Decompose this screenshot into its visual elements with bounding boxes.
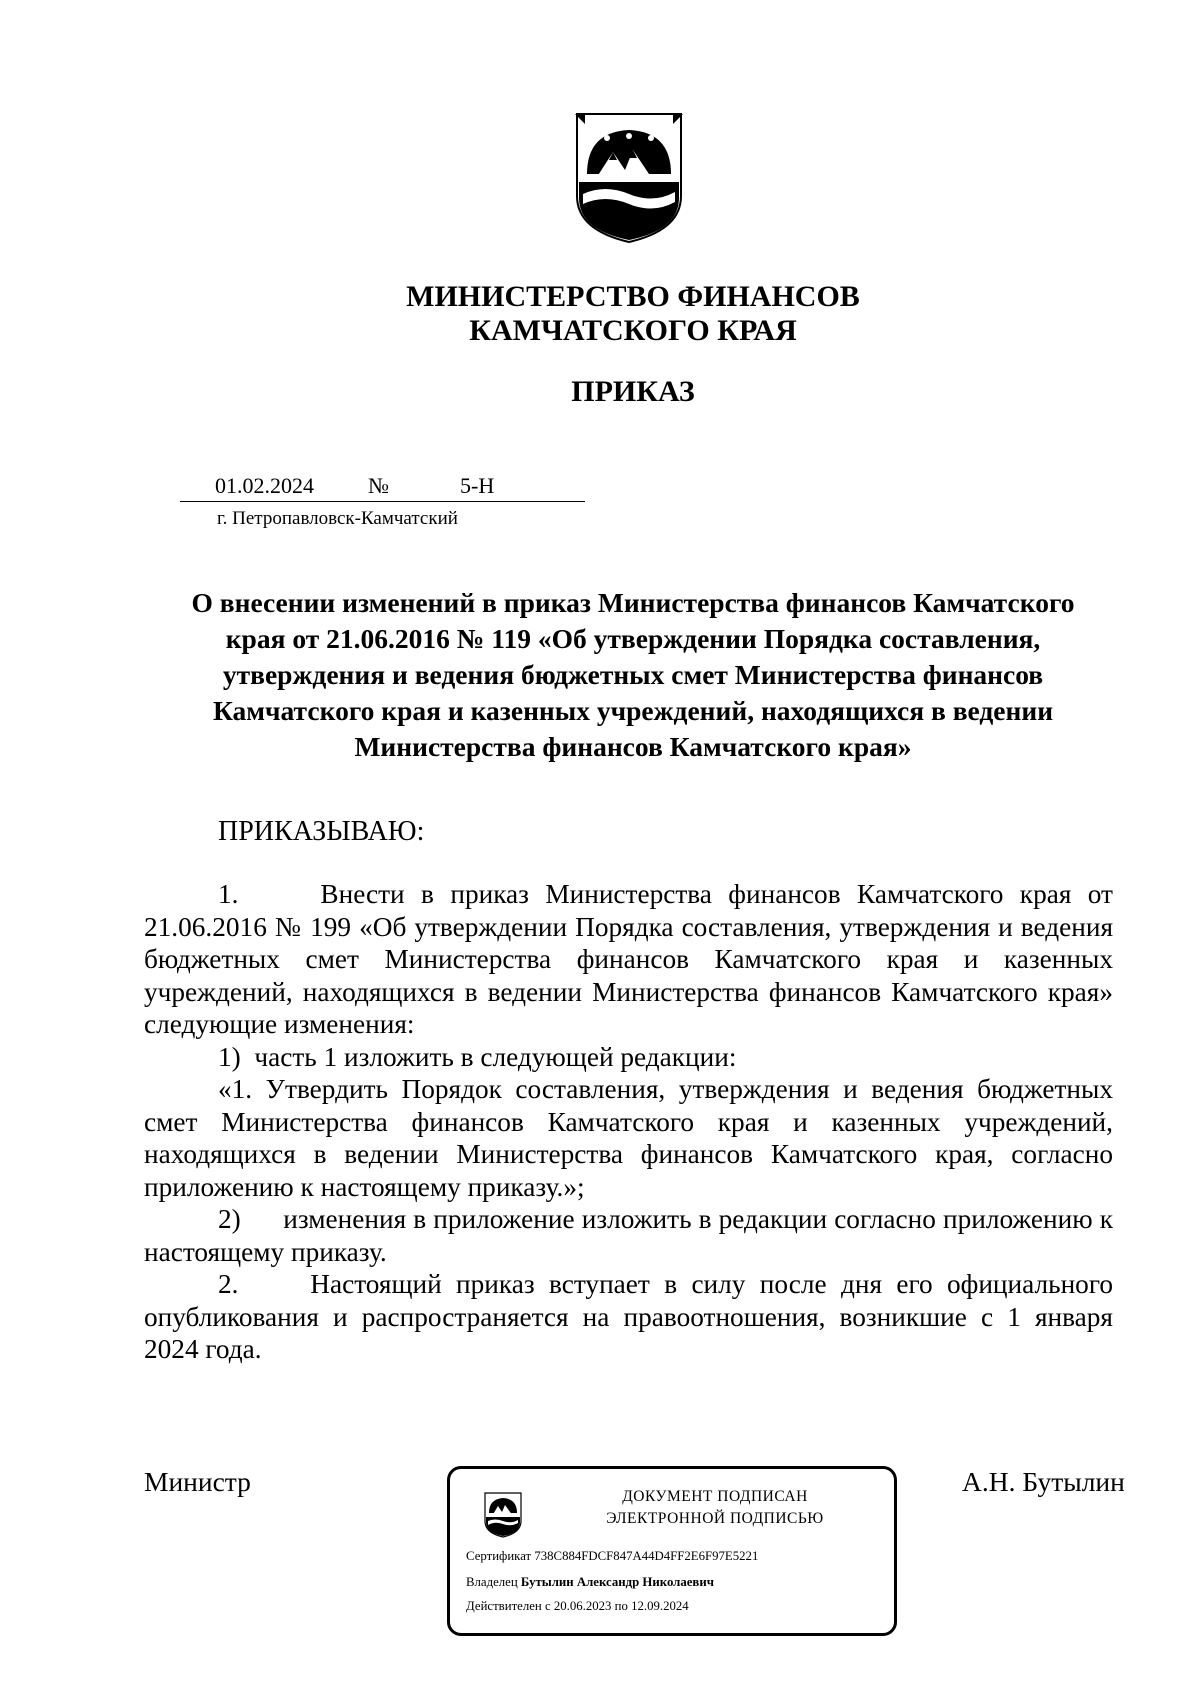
validity-from-word: с bbox=[544, 1599, 551, 1613]
owner-line bbox=[466, 1575, 714, 1590]
paragraph-1-subitem-1: 1) часть 1 изложить в следующей редакции: bbox=[218, 1041, 737, 1072]
order-number: 5-Н bbox=[460, 473, 495, 498]
stamp-heading bbox=[550, 1486, 880, 1530]
paragraph-2: 2. Настоящий приказ вступает в силу после дня его официального опубликования и распространяется на правоотношения, возникшие с 1 января 2024 года. bbox=[144, 1269, 1113, 1364]
owner-value: Бутылин Александр Николаевич bbox=[520, 1575, 714, 1589]
number-sign: № bbox=[368, 473, 389, 498]
certificate-line bbox=[466, 1549, 758, 1564]
document-type: ПРИКАЗ bbox=[571, 375, 695, 408]
paragraph-1-subitem-2: 2) изменения в приложение изложить в редакции согласно приложению к настоящему приказу. bbox=[144, 1204, 1113, 1267]
signatory-name: А.Н. Бутылин bbox=[962, 1466, 1125, 1497]
stamp-heading-line-2: ЭЛЕКТРОННОЙ ПОДПИСЬЮ bbox=[606, 1510, 824, 1527]
stamp-emblem-icon bbox=[483, 1491, 523, 1539]
city: г. Петропавловск-Камчатский bbox=[217, 508, 458, 529]
organization-line-2: КАМЧАТСКОГО КРАЯ bbox=[469, 314, 797, 347]
signatory-title: Министр bbox=[144, 1466, 251, 1497]
validity-to: 12.09.2024 bbox=[631, 1599, 689, 1613]
order-body bbox=[144, 878, 1113, 1366]
organization-line-1: МИНИСТЕРСТВО ФИНАНСОВ bbox=[406, 280, 860, 313]
owner-label: Владелец bbox=[466, 1575, 518, 1589]
certificate-value: 738C884FDCF847A44D4FF2E6F97E5221 bbox=[534, 1549, 759, 1563]
order-date: 01.02.2024 bbox=[215, 473, 314, 498]
paragraph-1: 1. Внести в приказ Министерства финансов Камчатского края от 21.06.2016 № 199 «Об утверждении Порядка составления, утверждения и ведения бюджетных смет Министерства финансов Камчатского края и казенных учреждений, находящихся в ведении Министерства финансов Камчатского края» следующие изменения: bbox=[144, 879, 1113, 1039]
certificate-label: Сертификат bbox=[466, 1549, 532, 1563]
subject-line-5: Министерства финансов Камчатского края» bbox=[354, 731, 912, 762]
paragraph-1-quote: «1. Утвердить Порядок составления, утверждения и ведения бюджетных смет Министерства финансов Камчатского края и казенных учреждений, находящихся в ведении Министерства финансов Камчатского края, согласно приложению к настоящему приказу.»; bbox=[144, 1074, 1113, 1202]
subject-line-4: Камчатского края и казенных учреждений, находящихся в ведении bbox=[212, 695, 1054, 726]
order-subject bbox=[160, 585, 1106, 765]
date-number-underline bbox=[180, 501, 585, 502]
subject-line-3: утверждения и ведения бюджетных смет Министерства финансов bbox=[222, 659, 1044, 690]
validity-label: Действителен bbox=[466, 1599, 542, 1613]
organization-name bbox=[0, 280, 1200, 348]
order-word: ПРИКАЗЫВАЮ: bbox=[218, 816, 425, 847]
validity-to-word: по bbox=[614, 1599, 628, 1613]
validity-line bbox=[466, 1599, 689, 1614]
subject-line-1: О внесении изменений в приказ Министерства финансов Камчатского bbox=[191, 587, 1075, 618]
coat-of-arms-emblem bbox=[573, 110, 685, 246]
stamp-heading-line-1: ДОКУМЕНТ ПОДПИСАН bbox=[622, 1488, 808, 1505]
subject-line-2: края от 21.06.2016 № 119 «Об утверждении Порядка составления, bbox=[225, 623, 1041, 654]
electronic-signature-stamp bbox=[447, 1466, 897, 1636]
validity-from: 20.06.2023 bbox=[553, 1599, 612, 1613]
